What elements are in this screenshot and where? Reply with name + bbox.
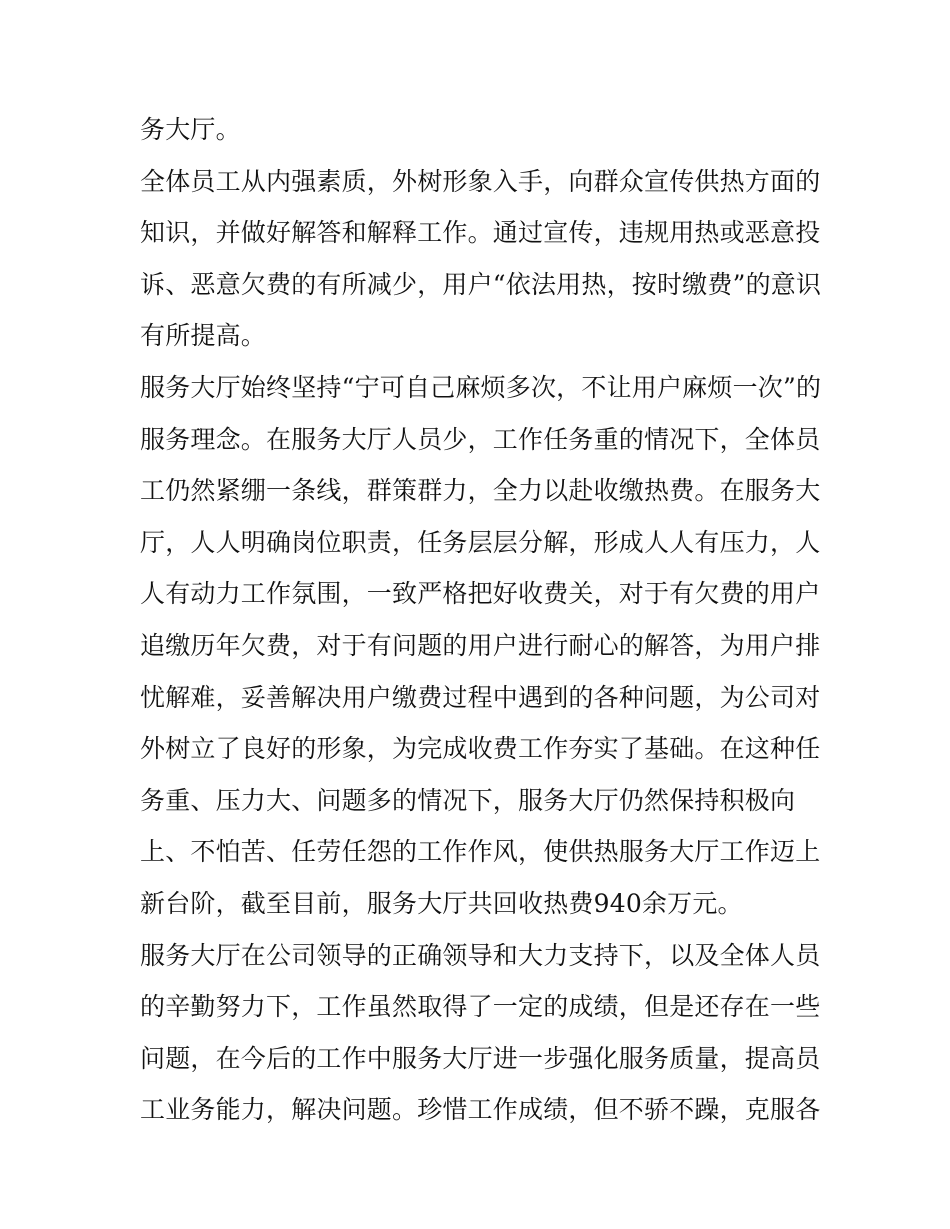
document-body: [140, 104, 820, 1136]
text-line: 厅，人人明确岗位职责，任务层层分解，形成人人有压力，人: [140, 527, 821, 557]
text-line: 务重、压力大、问题多的情况下，服务大厅仍然保持积极向: [140, 785, 796, 815]
text-line: 有所提高。: [140, 321, 267, 351]
text-line: 外树立了良好的形象，为完成收费工作夯实了基础。在这种任: [140, 734, 821, 764]
text-line: 工业务能力，解决问题。珍惜工作成绩，但不骄不躁，克服各: [140, 1095, 821, 1125]
text-line: 知识，并做好解答和解释工作。通过宣传，违规用热或恶意投: [140, 218, 821, 248]
text-line: 服务理念。在服务大厅人员少，工作任务重的情况下，全体员: [140, 424, 821, 454]
text-line: 忧解难，妥善解决用户缴费过程中遇到的各种问题，为公司对: [140, 682, 821, 712]
text-line: 服务大厅始终坚持“宁可自己麻烦多次，不让用户麻烦一次”的: [140, 372, 822, 402]
text-line: 服务大厅在公司领导的正确领导和大力支持下，以及全体人员: [140, 940, 821, 970]
text-line: 务大厅。: [140, 115, 241, 144]
text-line: 工仍然紧绷一条线，群策群力，全力以赴收缴热费。在服务大: [140, 476, 821, 506]
text-line: 的辛勤努力下，工作虽然取得了一定的成绩，但是还存在一些: [140, 992, 821, 1022]
text-line: 人有动力工作氛围，一致严格把好收费关，对于有欠费的用户: [140, 579, 821, 609]
text-line: 上、不怕苦、任劳任怨的工作作风，使供热服务大厅工作迈上: [140, 837, 821, 867]
text-line: 追缴历年欠费，对于有问题的用户进行耐心的解答，为用户排: [140, 630, 821, 660]
text-line: 新台阶，截至目前，服务大厅共回收热费940余万元。: [140, 888, 743, 918]
text-line: 问题，在今后的工作中服务大厅进一步强化服务质量，提高员: [140, 1043, 821, 1073]
text-line: 诉、恶意欠费的有所减少，用户“依法用热，按时缴费”的意识: [140, 269, 822, 299]
text-line: 全体员工从内强素质，外树形象入手，向群众宣传供热方面的: [140, 166, 821, 196]
